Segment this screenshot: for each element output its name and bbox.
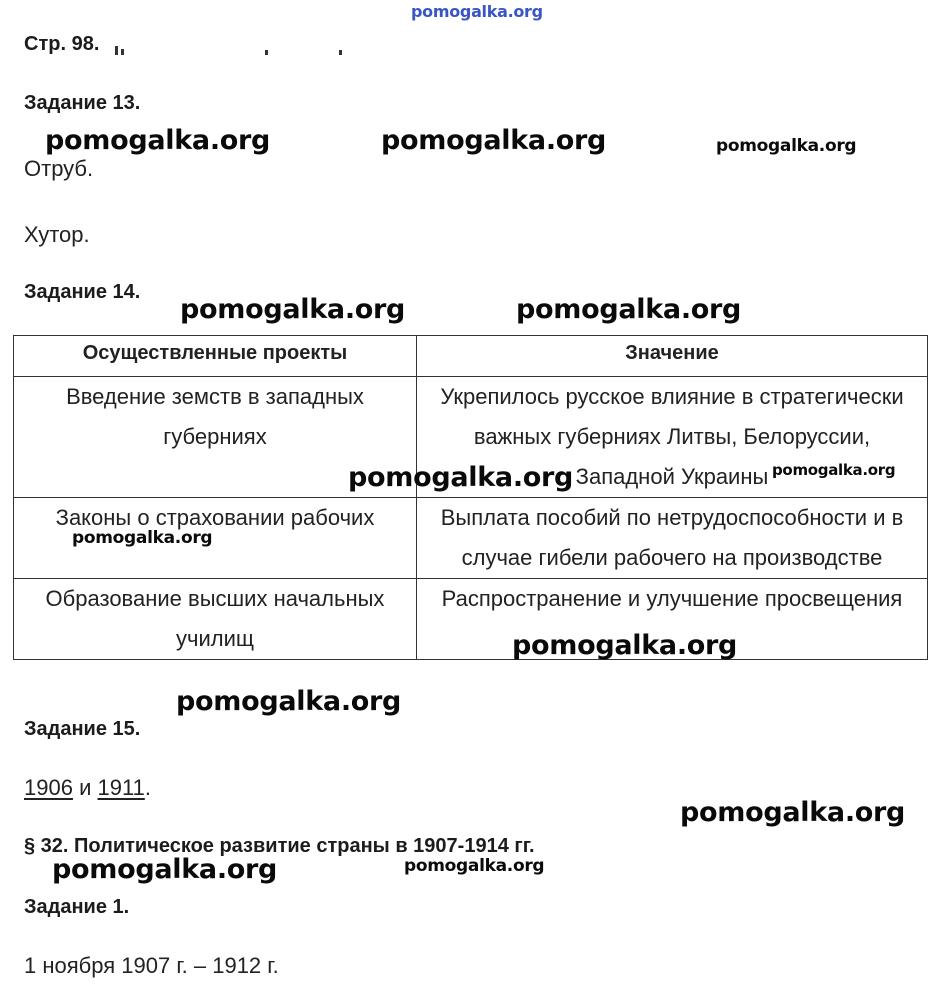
watermark: pomogalka.org — [180, 294, 406, 325]
watermark: pomogalka.org — [404, 856, 545, 876]
task15-heading: Задание 15. — [24, 718, 141, 740]
watermark: pomogalka.org — [381, 125, 607, 156]
watermark-top: pomogalka.org — [411, 2, 543, 21]
table-header-meaning: Значение — [417, 336, 928, 377]
watermark: pomogalka.org — [52, 854, 278, 885]
task13-heading: Задание 13. — [24, 92, 141, 114]
watermark: pomogalka.org — [176, 686, 402, 717]
watermark: pomogalka.org — [516, 294, 742, 325]
table-cell-project: Введение земств в западных губерниях — [14, 377, 417, 498]
task1-answer: 1 ноября 1907 г. – 1912 г. — [24, 953, 279, 978]
table-cell-project: Образование высших начальных училищ — [14, 579, 417, 660]
watermark: pomogalka.org — [772, 461, 896, 479]
projects-table — [13, 335, 928, 660]
task15-answer: 1906 и 1911. — [24, 775, 151, 800]
page-number: Стр. 98. — [24, 33, 100, 55]
watermark: pomogalka.org — [45, 125, 271, 156]
watermark: pomogalka.org — [680, 797, 906, 828]
table-cell-project: Законы о страховании рабочих — [14, 498, 417, 579]
watermark: pomogalka.org — [348, 462, 574, 493]
table-cell-meaning: Распространение и улучшение просвещения — [417, 579, 928, 660]
watermark: pomogalka.org — [716, 136, 857, 156]
table-cell-meaning: Укрепилось русское влияние в стратегически важных губерниях Литвы, Белоруссии, Западной Украины — [417, 377, 928, 498]
clipped-text-fragment — [115, 38, 345, 56]
section-title: § 32. Политическое развитие страны в 1907-1914 гг. — [24, 835, 535, 857]
table-header-projects: Осуществленные проекты — [14, 336, 417, 377]
year-1906: 1906 — [24, 775, 73, 800]
year-1911: 1911 — [97, 775, 145, 800]
table-row — [14, 579, 928, 660]
task1-heading: Задание 1. — [24, 896, 130, 918]
watermark: pomogalka.org — [72, 528, 213, 548]
table-cell-meaning: Выплата пособий по нетрудоспособности и в случае гибели рабочего на производстве — [417, 498, 928, 579]
task13-answer-1: Отруб. — [24, 156, 94, 181]
task14-heading: Задание 14. — [24, 281, 141, 303]
task13-answer-2: Хутор. — [24, 222, 90, 247]
watermark: pomogalka.org — [512, 630, 738, 661]
